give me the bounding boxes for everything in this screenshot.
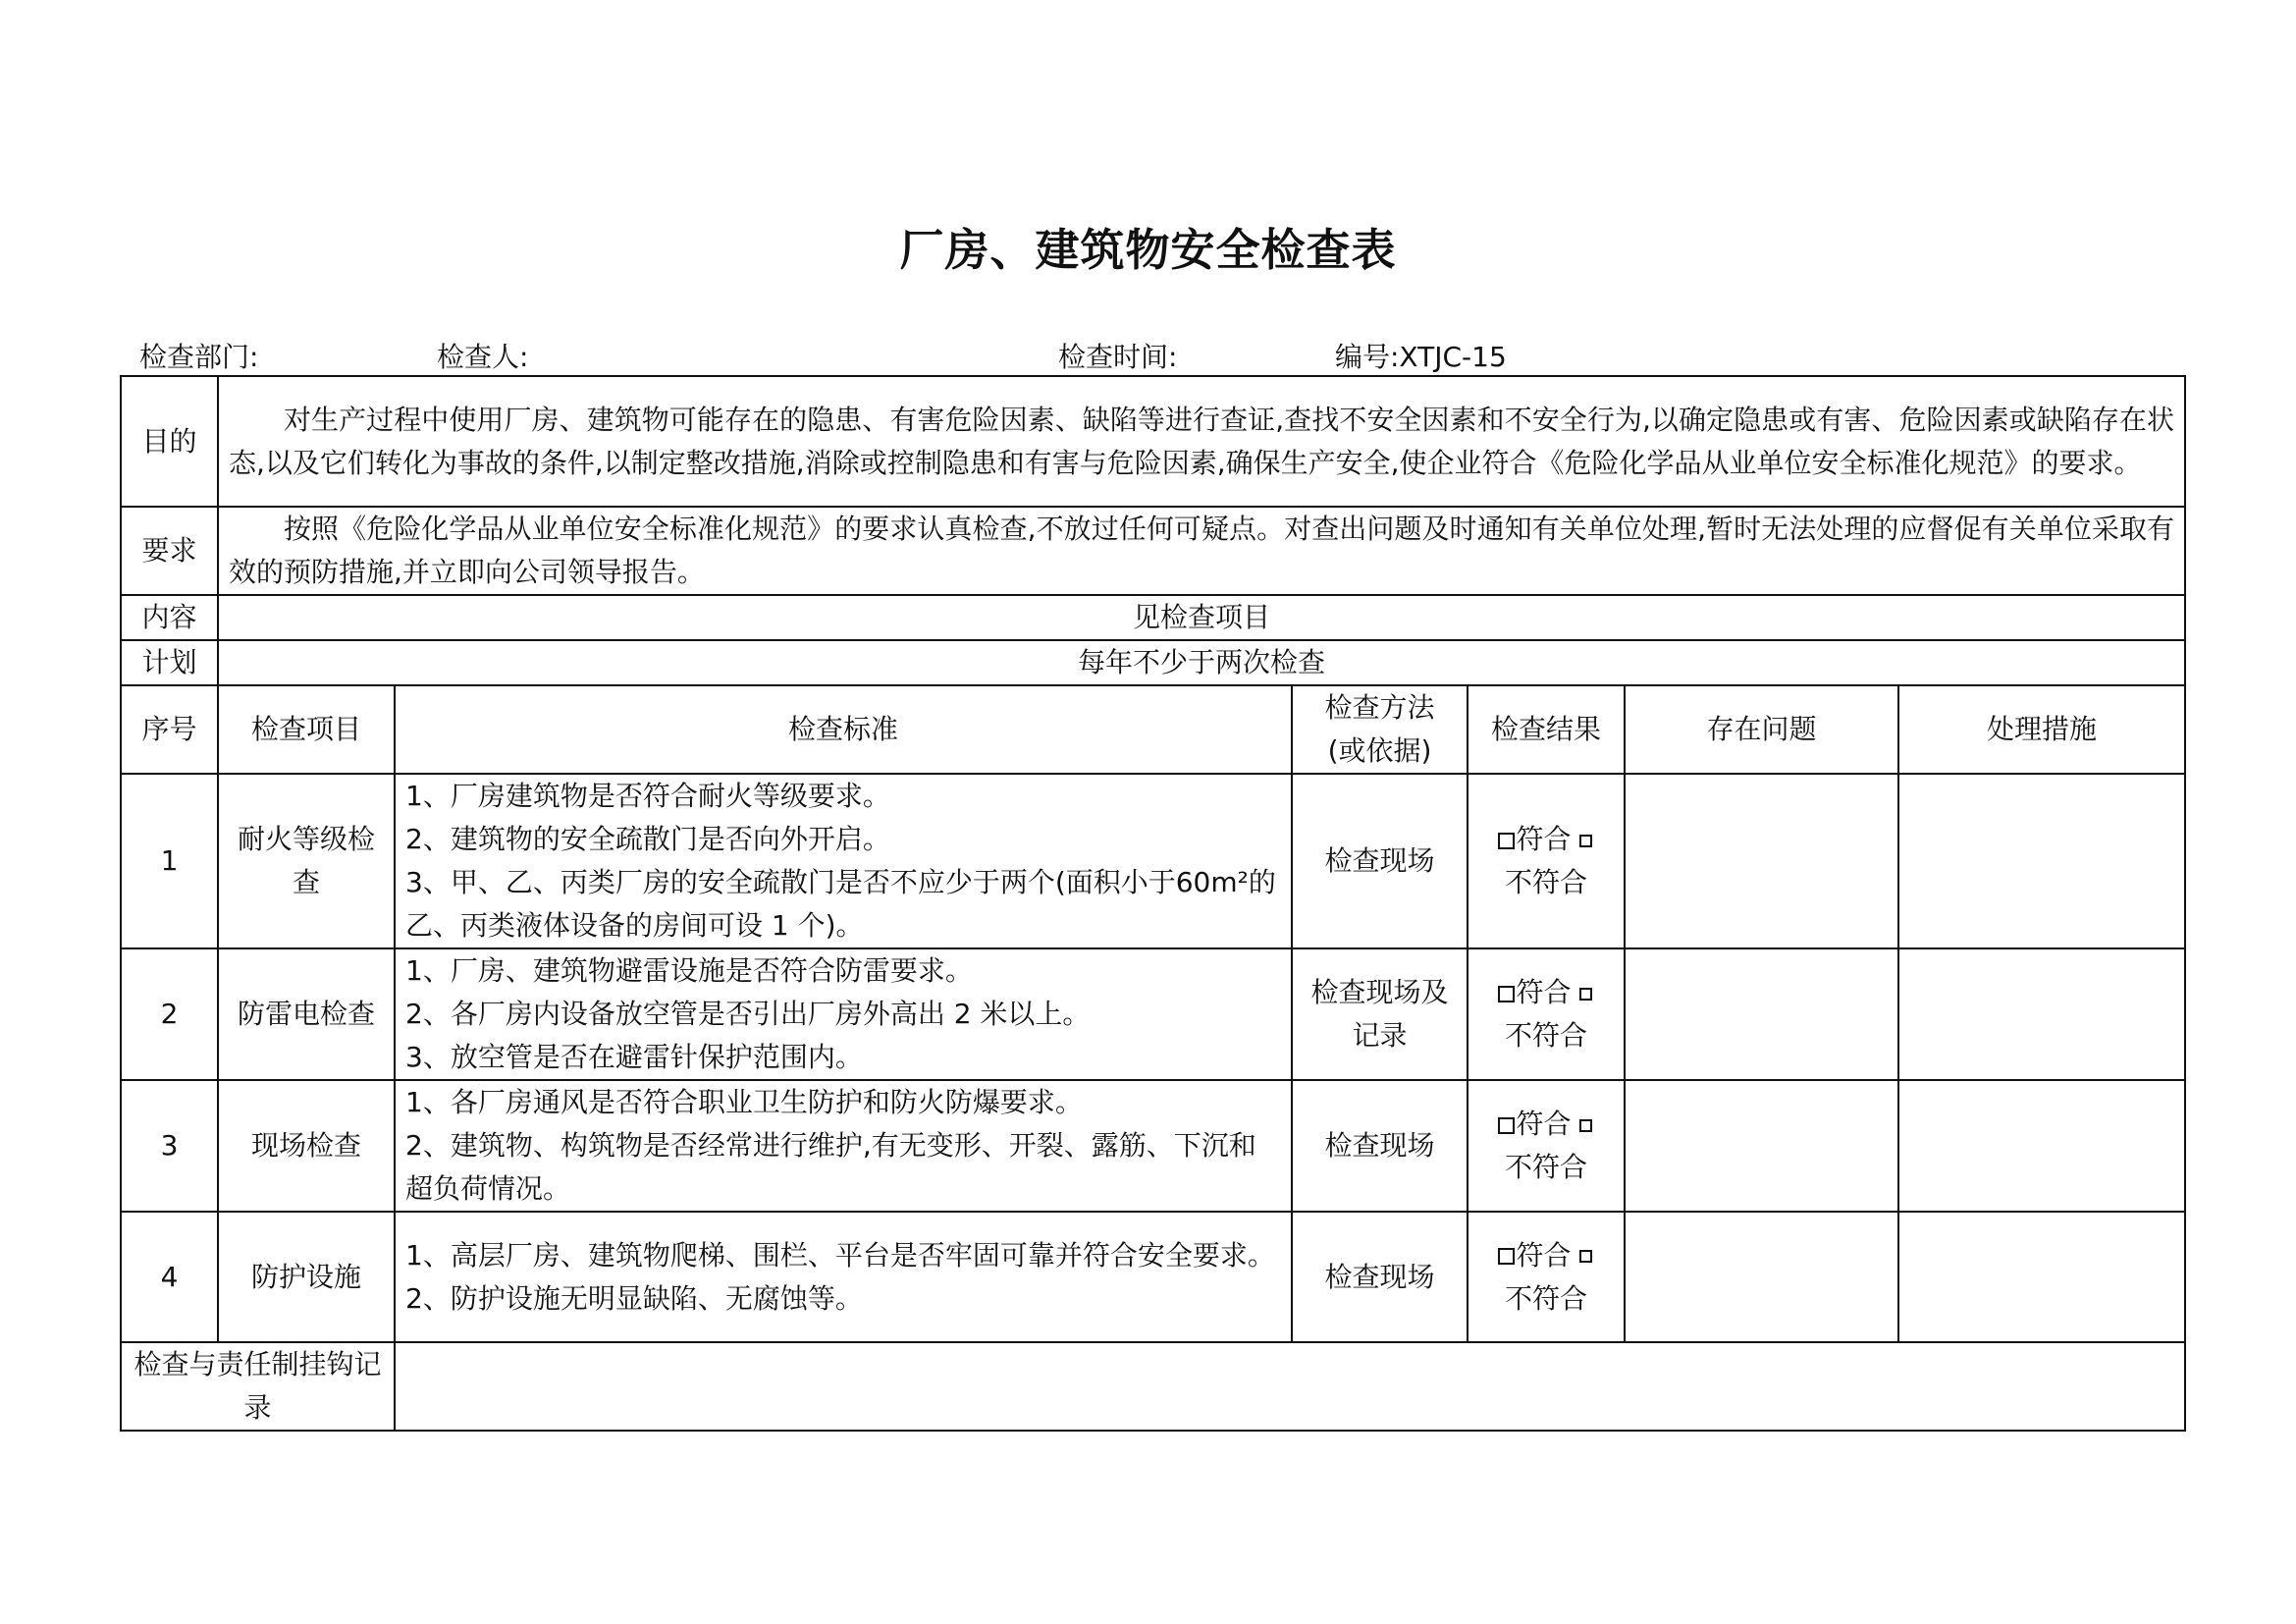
standard-line: 2、各厂房内设备放空管是否引出厂房外高出 2 米以上。 <box>405 998 1091 1030</box>
footer-row <box>121 1342 2185 1431</box>
row-seq: 4 <box>121 1212 218 1342</box>
result-fail-label: 不符合 <box>1504 1151 1587 1183</box>
standard-line: 1、各厂房通风是否符合职业卫生防护和防火防爆要求。 <box>405 1086 1083 1118</box>
row-method: 检查现场 <box>1292 1080 1468 1212</box>
header-measure: 处理措施 <box>1898 685 2185 774</box>
row-method: 检查现场及记录 <box>1292 948 1468 1080</box>
requirement-text: 按照《危险化学品从业单位安全标准化规范》的要求认真检查,不放过任何可疑点。对查出问题及时通知有关单位处理,暂时无法处理的应督促有关单位采取有效的预防措施,并立即向公司领导报告。 <box>218 507 2185 595</box>
purpose-row <box>121 376 2185 507</box>
footer-value[interactable] <box>395 1342 2185 1431</box>
result-fail-label: 不符合 <box>1504 866 1587 898</box>
table-row <box>121 1212 2185 1342</box>
plan-label: 计划 <box>121 640 218 685</box>
result-fail-label: 不符合 <box>1504 1281 1587 1315</box>
plan-row <box>121 640 2185 685</box>
requirement-row <box>121 507 2185 595</box>
row-seq: 1 <box>121 774 218 948</box>
header-method-line1: 检查方法 <box>1324 691 1435 724</box>
result-pass-label: 符合 <box>1516 823 1572 855</box>
page-title: 厂房、建筑物安全检查表 <box>899 224 1397 276</box>
row-result <box>1468 948 1625 1080</box>
table-row <box>121 1080 2185 1212</box>
header-result: 检查结果 <box>1468 685 1625 774</box>
header-method <box>1292 685 1468 774</box>
content-row <box>121 595 2185 640</box>
result-pass-label: 符合 <box>1516 1108 1572 1140</box>
result-fail-label: 不符合 <box>1504 1019 1587 1052</box>
header-standard: 检查标准 <box>395 685 1292 774</box>
checkbox-pass-icon[interactable] <box>1498 1248 1515 1265</box>
row-result <box>1468 1212 1625 1342</box>
requirement-label: 要求 <box>121 507 218 595</box>
row-problem[interactable] <box>1625 1212 1898 1342</box>
row-seq: 3 <box>121 1080 218 1212</box>
checkbox-pass-icon[interactable] <box>1498 833 1515 849</box>
content-text: 见检查项目 <box>218 595 2185 640</box>
row-measure[interactable] <box>1898 948 2185 1080</box>
checkbox-fail-icon[interactable] <box>1579 1250 1592 1263</box>
row-item: 耐火等级检查 <box>218 774 395 948</box>
row-seq: 2 <box>121 948 218 1080</box>
content-label: 内容 <box>121 595 218 640</box>
standard-line: 3、甲、乙、丙类厂房的安全疏散门是否不应少于两个(面积小于60m²的乙、丙类液体设备的房间可设 1 个)。 <box>405 866 1276 942</box>
purpose-text: 对生产过程中使用厂房、建筑物可能存在的隐患、有害危险因素、缺陷等进行查证,查找不安全因素和不安全行为,以确定隐患或有害、危险因素或缺陷存在状态,以及它们转化为事故的条件,以制定整改措施,消除或控制隐患和有害与危险因素,确保生产安全,使企业符合《危险化学品从业单位安全标准化规范》的要求。 <box>218 376 2185 507</box>
row-standards <box>395 1080 1292 1212</box>
standard-line: 2、建筑物的安全疏散门是否向外开启。 <box>405 823 890 855</box>
result-pass-label: 符合 <box>1516 976 1572 1008</box>
standard-line: 1、高层厂房、建筑物爬梯、围栏、平台是否牢固可靠并符合安全要求。 <box>405 1238 1275 1272</box>
header-row <box>121 685 2185 774</box>
row-item: 现场检查 <box>218 1080 395 1212</box>
row-problem[interactable] <box>1625 774 1898 948</box>
table-row <box>121 948 2185 1080</box>
meta-number: 编号:XTJC-15 <box>1335 341 1507 373</box>
checkbox-fail-icon[interactable] <box>1579 1119 1592 1132</box>
row-method: 检查现场 <box>1292 1212 1468 1342</box>
row-result <box>1468 1080 1625 1212</box>
result-pass-label: 符合 <box>1516 1238 1572 1272</box>
table-row <box>121 774 2185 948</box>
row-item: 防雷电检查 <box>218 948 395 1080</box>
footer-label: 检查与责任制挂钩记录 <box>121 1342 395 1431</box>
row-method: 检查现场 <box>1292 774 1468 948</box>
header-item: 检查项目 <box>218 685 395 774</box>
inspection-table <box>120 375 2186 1432</box>
row-standards <box>395 1212 1292 1342</box>
checkbox-pass-icon[interactable] <box>1498 986 1515 1002</box>
header-method-line2: (或依据) <box>1327 734 1432 767</box>
checkbox-pass-icon[interactable] <box>1498 1117 1515 1134</box>
standard-line: 2、防护设施无明显缺陷、无腐蚀等。 <box>405 1281 863 1315</box>
row-measure[interactable] <box>1898 1080 2185 1212</box>
row-result <box>1468 774 1625 948</box>
header-problem: 存在问题 <box>1625 685 1898 774</box>
meta-department: 检查部门: <box>139 341 259 373</box>
purpose-label: 目的 <box>121 376 218 507</box>
checkbox-fail-icon[interactable] <box>1579 835 1592 847</box>
row-problem[interactable] <box>1625 948 1898 1080</box>
row-standards <box>395 948 1292 1080</box>
standard-line: 1、厂房、建筑物避雷设施是否符合防雷要求。 <box>405 954 973 987</box>
meta-inspector: 检查人: <box>437 341 529 373</box>
row-measure[interactable] <box>1898 1212 2185 1342</box>
checkbox-fail-icon[interactable] <box>1579 988 1592 1001</box>
standard-line: 3、放空管是否在避雷针保护范围内。 <box>405 1041 863 1073</box>
meta-time: 检查时间: <box>1058 341 1178 373</box>
header-seq: 序号 <box>121 685 218 774</box>
row-item: 防护设施 <box>218 1212 395 1342</box>
row-standards <box>395 774 1292 948</box>
standard-line: 2、建筑物、构筑物是否经常进行维护,有无变形、开裂、露筋、下沉和超负荷情况。 <box>405 1129 1256 1205</box>
row-problem[interactable] <box>1625 1080 1898 1212</box>
row-measure[interactable] <box>1898 774 2185 948</box>
standard-line: 1、厂房建筑物是否符合耐火等级要求。 <box>405 780 890 812</box>
plan-text: 每年不少于两次检查 <box>218 640 2185 685</box>
